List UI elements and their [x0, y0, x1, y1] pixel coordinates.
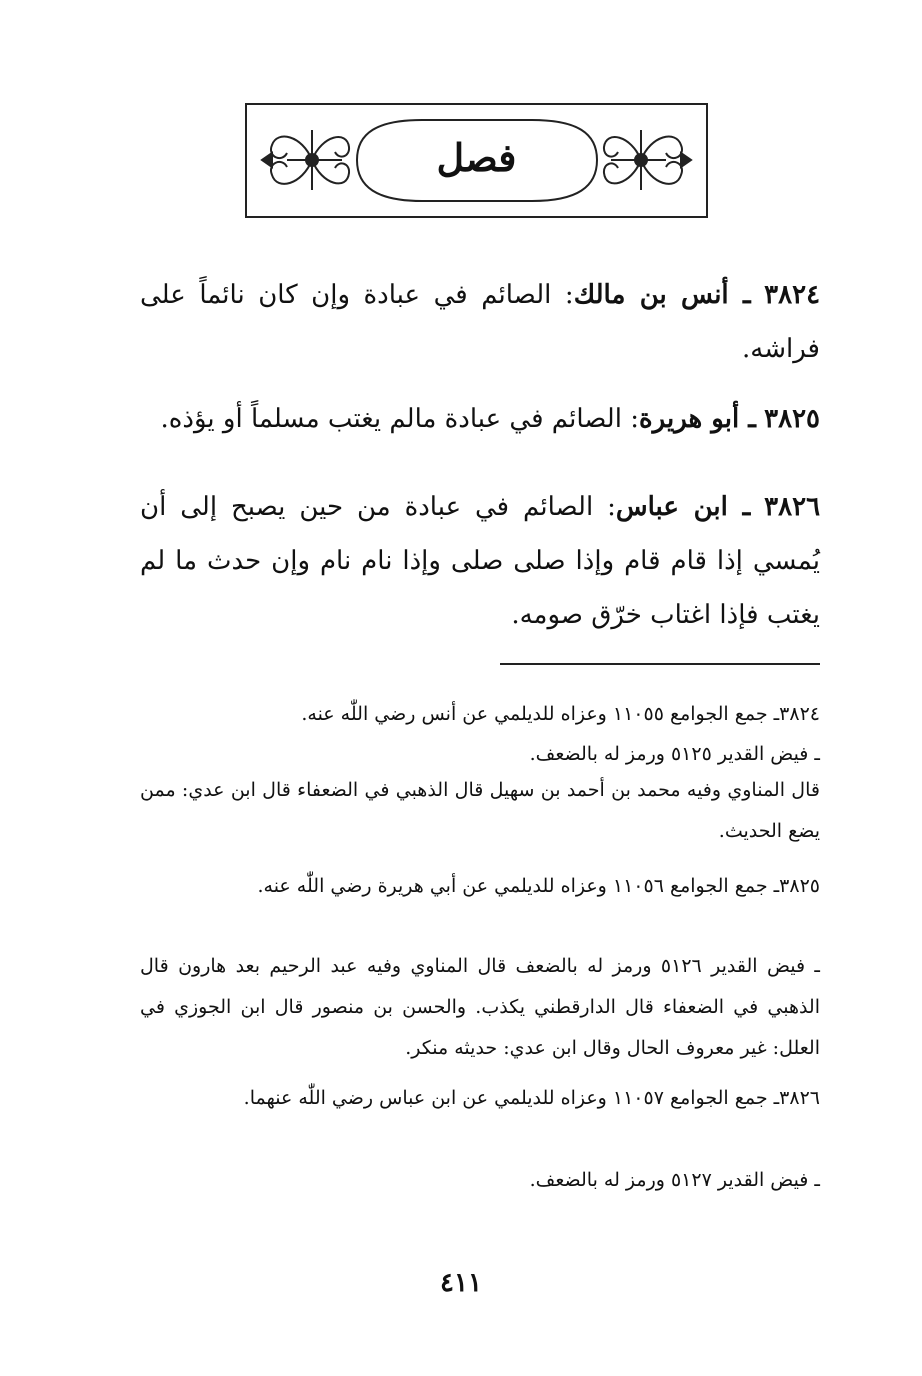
hadith-text: الصائم في عبادة من حين يصبح إلى أن يُمسي إذا قام قام وإذا صلى صلى وإذا نام نام وإن حدث ما لم يغتب فإذا اغتاب خرّق صومه.: [140, 492, 820, 630]
footnote: قال المناوي وفيه محمد بن أحمد بن سهيل قال الذهبي في الضعفاء قال ابن عدي: ممن يضع الحديث.: [140, 779, 820, 842]
hadith-text: الصائم في عبادة مالم يغتب مسلماً أو يؤذه.: [160, 404, 622, 434]
footnote: ٣٨٢٥ـ جمع الجوامع ١١٠٥٦ وعزاه للديلمي عن أبي هريرة رضي اللّٰه عنه.: [257, 875, 820, 897]
footnote: ٣٨٢٤ـ جمع الجوامع ١١٠٥٥ وعزاه للديلمي عن أنس رضي اللّٰه عنه.: [301, 703, 820, 725]
footnote: ـ فيض القدير ٥١٢٥ ورمز له بالضعف.: [529, 743, 820, 765]
footnote: ـ فيض القدير ٥١٢٧ ورمز له بالضعف.: [529, 1169, 820, 1191]
page-number: ٤١١: [440, 1268, 482, 1298]
hadith-entry: ٣٨٢٤ ـ أنس بن مالك: الصائم في عبادة وإن كان نائماً على فراشه.: [140, 280, 821, 364]
hadith-narrator: أنس بن مالك: [573, 280, 729, 310]
footnote: ٣٨٢٦ـ جمع الجوامع ١١٠٥٧ وعزاه للديلمي عن ابن عباس رضي اللّٰه عنهما.: [243, 1087, 820, 1109]
footnote: ـ فيض القدير ٥١٢٦ ورمز له بالضعف قال المناوي وفيه عبد الرحيم بعد هارون قال الذهبي في الضعفاء قال الدارقطني يكذب. والحسن بن منصور قال ابن الجوزي في العلل: غير معروف الحال وقال ابن عدي: حديثه منكر.: [140, 955, 820, 1059]
hadith-entry: ٣٨٢٦ ـ ابن عباس: الصائم في عبادة من حين يصبح إلى أن يُمسي إذا قام قام وإذا صلى صلى وإذا نام نام وإن حدث ما لم يغتب فإذا اغتاب خرّق صومه.: [140, 492, 821, 630]
hadith-entry: ٣٨٢٥ ـ أبو هريرة: الصائم في عبادة مالم يغتب مسلماً أو يؤذه.: [160, 404, 820, 434]
footnote-separator: [500, 663, 820, 665]
hadith-number: ٣٨٢٥: [764, 404, 820, 434]
section-title: فصل: [436, 135, 517, 180]
section-header-frame: [245, 103, 708, 218]
hadith-text: الصائم في عبادة وإن كان نائماً على فراشه.: [140, 280, 820, 364]
hadith-number: ٣٨٢٤: [764, 280, 821, 310]
hadith-narrator: أبو هريرة: [638, 404, 740, 434]
hadith-number: ٣٨٢٦: [764, 492, 821, 522]
hadith-narrator: ابن عباس: [615, 492, 728, 522]
